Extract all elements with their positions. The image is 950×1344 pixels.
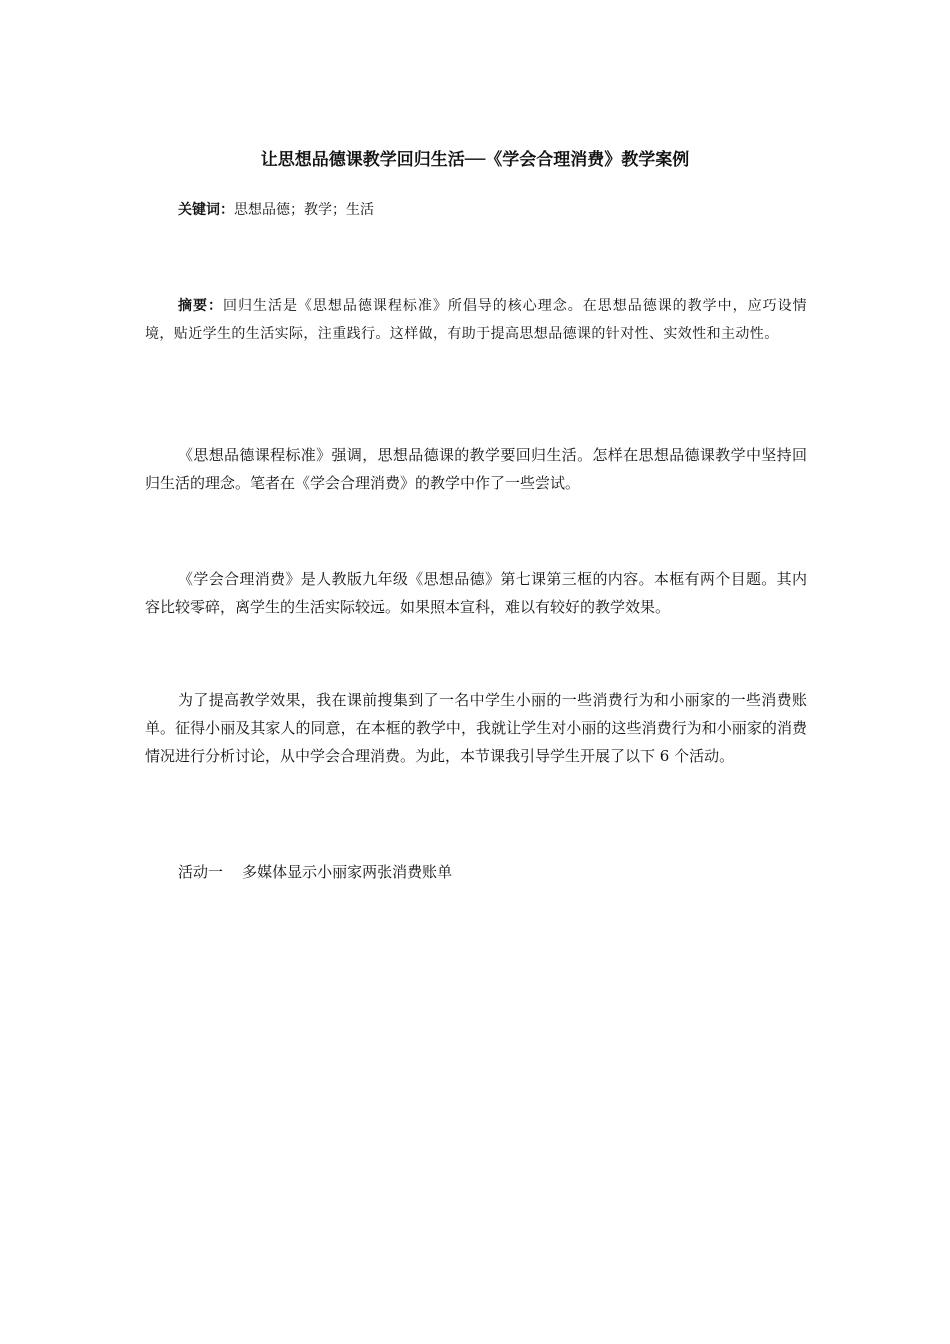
abstract-text: 回归生活是《思想品德课程标准》所倡导的核心理念。在思想品德课的教学中，应巧设情境，贴近学生的生活实际，注重践行。这样做，有助于提高思想品德课的针对性、实效性和主动性。: [145, 298, 807, 342]
activity-heading: 活动一 多媒体显示小丽家两张消费账单: [178, 863, 453, 881]
keywords-text: 思想品德；教学；生活: [234, 202, 374, 218]
keywords-label: 关键词：: [178, 202, 234, 218]
abstract-label: 摘要：: [178, 298, 223, 314]
document-title: 让思想品德课教学回归生活──《学会合理消费》教学案例: [260, 150, 690, 170]
body-paragraph-1: 《思想品德课程标准》强调，思想品德课的教学要回归生活。怎样在思想品德课教学中坚持回归生活的理念。笔者在《学会合理消费》的教学中作了一些尝试。: [145, 446, 807, 492]
body-paragraph-2: 《学会合理消费》是人教版九年级《思想品德》第七课第三框的内容。本框有两个目题。其内容比较零碎，离学生的生活实际较远。如果照本宣科，难以有较好的教学效果。: [145, 570, 807, 616]
keywords-line: [178, 199, 374, 221]
body-paragraph-3: 为了提高教学效果，我在课前搜集到了一名中学生小丽的一些消费行为和小丽家的一些消费账单。征得小丽及其家人的同意，在本框的教学中，我就让学生对小丽的这些消费行为和小丽家的消费情况进行分析讨论，从中学会合理消费。为此，本节课我引导学生开展了以下 6 个活动。: [145, 691, 807, 765]
abstract-paragraph: [145, 292, 807, 348]
